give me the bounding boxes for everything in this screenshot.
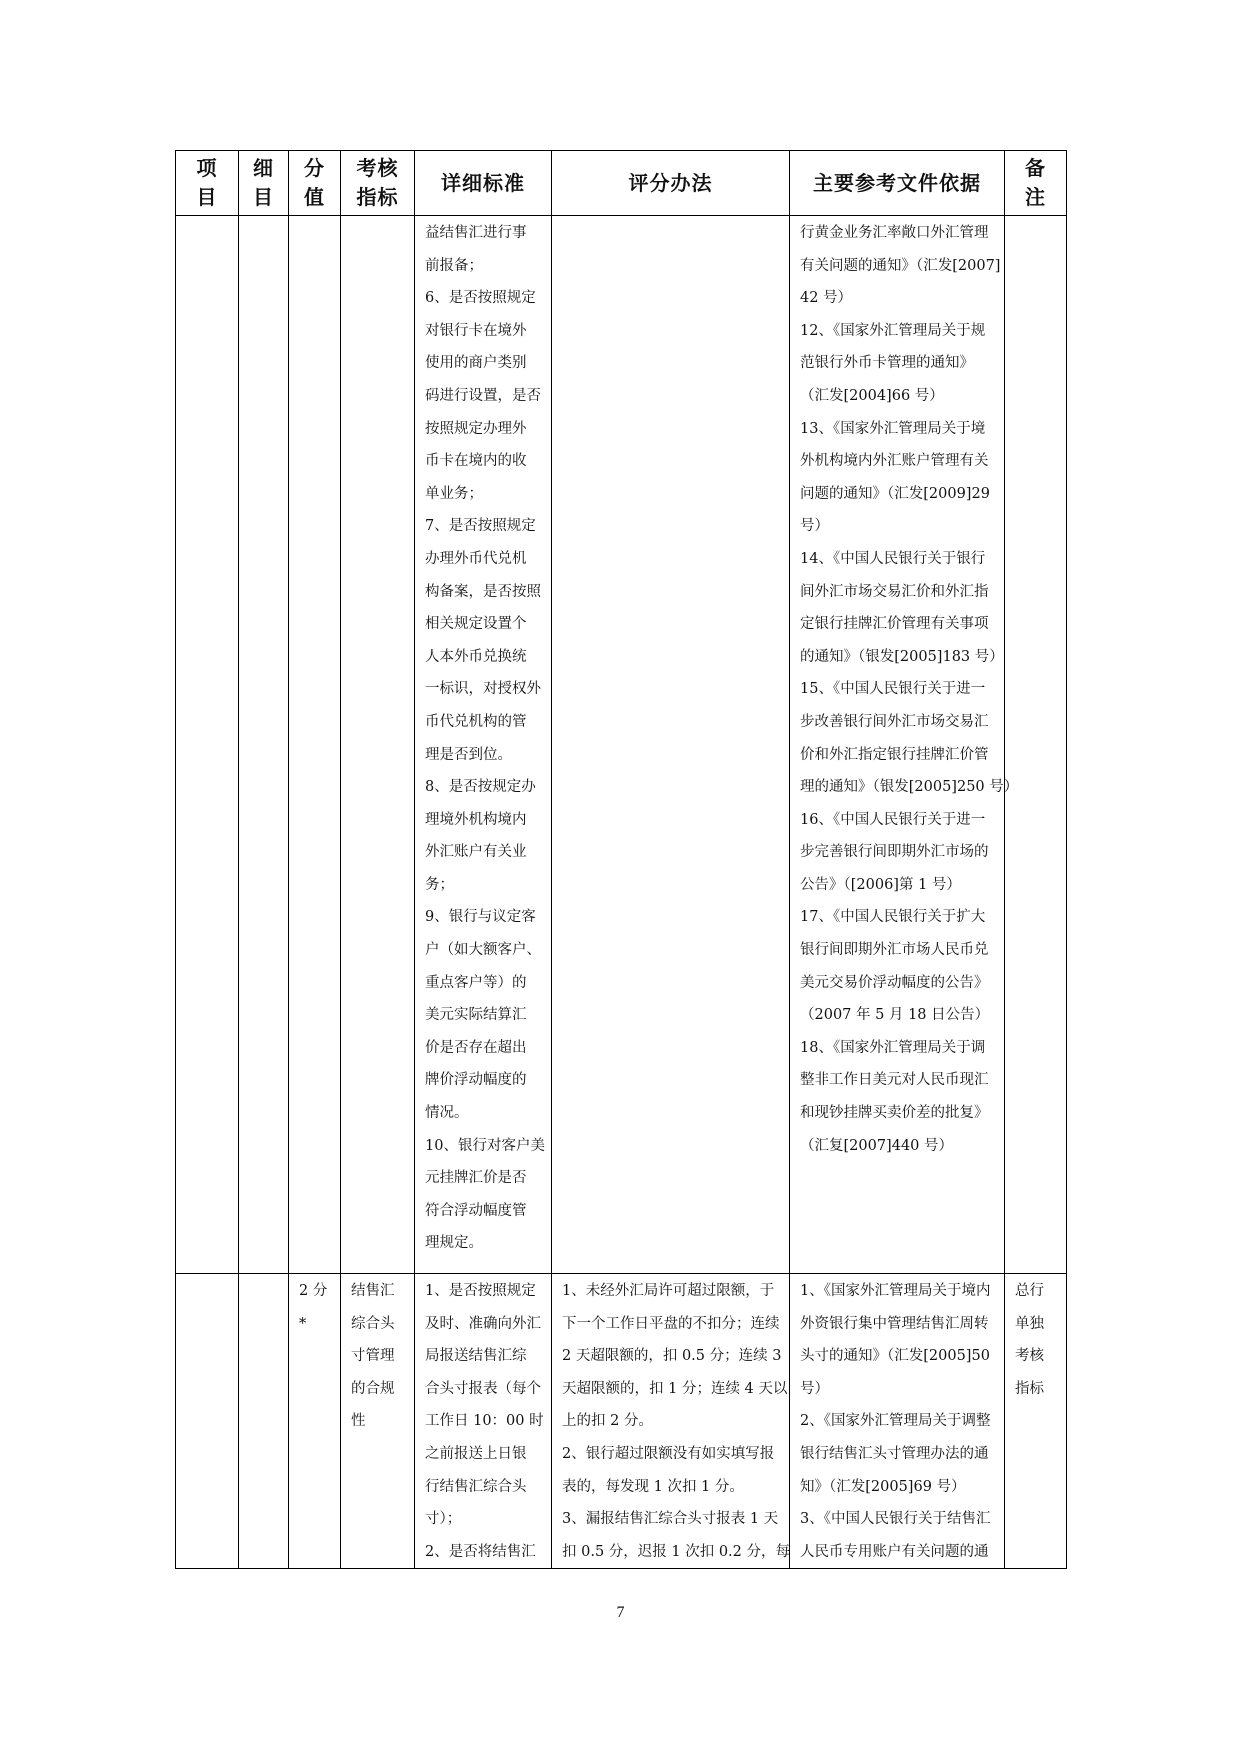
text-line: 6、是否按照规定 [425,290,536,307]
text-line: 元挂牌汇价是否 [425,1170,527,1187]
assessment-table [175,150,1067,1569]
text-line: 行结售汇综合头 [425,1478,527,1495]
text-line: 8、是否按规定办 [425,779,536,796]
header-label: 考核 指标 [356,156,399,209]
text-line: 外资银行集中管理结售汇周转 [800,1315,989,1332]
text-line: 3、漏报结售汇综合头寸报表 1 天 [562,1511,779,1528]
header-label: 分 值 [304,156,325,209]
text-line: 头寸的通知》（汇发[2005]50 [800,1348,990,1365]
text-line: 18、《国家外汇管理局关于调 [800,1039,986,1056]
text-line: 1、未经外汇局许可超过限额，于 [562,1283,775,1299]
header-standard [415,151,552,216]
text-line: 人民币专用账户有关问题的通 [800,1543,989,1560]
text-line: 指标 [1015,1380,1044,1397]
text-line: 10、银行对客户美 [425,1137,545,1154]
text-line: 币代兑机构的管 [425,713,527,730]
text-line: 的通知》（银发[2005]183 号） [800,648,1004,665]
page-number: 7 [616,1604,625,1621]
text-line: 价和外汇指定银行挂牌汇价管 [800,746,989,763]
text-line: 重点客户等）的 [425,974,527,991]
text-line: （汇发[2004]66 号） [800,387,944,404]
text-line: 单业务； [425,485,483,502]
cell-remark [1005,1274,1067,1569]
cell-standard [415,1274,552,1569]
text-line: 2、《国家外汇管理局关于调整 [800,1413,991,1430]
cell-item [176,216,239,1274]
text-line: 情况。 [425,1105,469,1122]
header-label: 主要参考文件依据 [813,170,981,195]
header-row [176,151,1067,216]
text-line: （汇复[2007]440 号） [800,1137,954,1154]
header-item [176,151,239,216]
header-label: 备 注 [1025,156,1046,209]
text-line: 按照规定办理外 [425,420,527,437]
text-line: 17、《中国人民银行关于扩大 [800,909,986,926]
header-label: 细 目 [253,156,274,209]
cell-standard [415,216,552,1274]
text-line: 2 天超限额的，扣 0.5 分；连续 3 [562,1348,782,1365]
cell-indicator [341,216,415,1274]
text-line: 号） [800,518,829,535]
text-line: 益结售汇进行事 [425,225,527,241]
text-line: 2 分 [299,1283,328,1299]
text-line: 一标识，对授权外 [425,681,541,698]
table-row [176,216,1067,1274]
text-line: 号） [800,1380,829,1397]
text-line: 寸）； [425,1511,462,1528]
text-line: 行黄金业务汇率敞口外汇管理 [800,225,989,241]
text-line: 对银行卡在境外 [425,322,527,339]
cell-score [289,216,341,1274]
text-line: 局报送结售汇综 [425,1348,527,1365]
text-line: 问题的通知》（汇发[2009]29 [800,485,990,502]
text-line: 使用的商户类别 [425,355,527,372]
text-line: 间外汇市场交易汇价和外汇指 [800,583,989,600]
text-line: 前报备； [425,257,483,274]
text-line: 15、《中国人民银行关于进一 [800,681,986,698]
text-line: 9、银行与议定客 [425,909,536,926]
text-line: 及时、准确向外汇 [425,1315,541,1332]
text-line: 表的，每发现 1 次扣 1 分。 [562,1478,744,1495]
text-line: 办理外币代兑机 [425,550,527,567]
header-references [790,151,1005,216]
text-line: 步完善银行间即期外汇市场的 [800,844,989,861]
header-remark [1005,151,1067,216]
text-line: 和现钞挂牌买卖价差的批复》 [800,1105,989,1122]
text-line: 14、《中国人民银行关于银行 [800,550,986,567]
text-line: 工作日 10：00 时 [425,1413,544,1430]
text-line: 下一个工作日平盘的不扣分；连续 [562,1315,780,1332]
text-line: 币卡在境内的收 [425,453,527,470]
text-line: 上的扣 2 分。 [562,1413,653,1430]
text-line: 天超限额的，扣 1 分；连续 4 天以 [562,1380,788,1397]
text-line: 13、《国家外汇管理局关于境 [800,420,986,437]
text-line: 扣 0.5 分，迟报 1 次扣 0.2 分，每 [562,1543,790,1560]
text-line: 牌价浮动幅度的 [425,1072,527,1089]
text-line: 外汇账户有关业 [425,844,527,861]
text-line: 外机构境内外汇账户管理有关 [800,453,989,470]
text-line: 人本外币兑换统 [425,648,527,665]
text-line: * [299,1315,307,1332]
text-line: 公告》（[2006]第 1 号） [800,876,961,893]
text-line: 合头寸报表（每个 [425,1380,541,1397]
text-line: 理规定。 [425,1235,483,1252]
text-line: 银行间即期外汇市场人民币兑 [800,942,989,959]
text-line: 总行 [1015,1283,1044,1299]
text-line: 构备案，是否按照 [425,583,541,600]
text-line: 有关问题的通知》（汇发[2007] [800,257,1001,274]
text-line: 价是否存在超出 [425,1039,527,1056]
text-line: 步改善银行间外汇市场交易汇 [800,713,989,730]
cell-references [790,216,1019,1274]
text-line: 2、是否将结售汇 [425,1543,536,1560]
text-line: （2007 年 5 月 18 日公告） [800,1007,990,1024]
text-line: 之前报送上日银 [425,1445,527,1462]
cell-subitem [239,1274,289,1569]
text-line: 务； [425,876,454,893]
cell-method [552,216,790,1274]
text-line: 12、《国家外汇管理局关于规 [800,322,986,339]
text-line: 7、是否按照规定 [425,518,536,535]
header-label: 评分办法 [628,170,713,195]
text-line: 性 [351,1413,366,1430]
header-score [289,151,341,216]
cell-method [552,1274,790,1569]
text-line: 美元交易价浮动幅度的公告》 [800,974,989,991]
cell-score [289,1274,341,1569]
text-line: 3、《中国人民银行关于结售汇 [800,1511,991,1528]
text-line: 2、银行超过限额没有如实填写报 [562,1445,775,1462]
text-line: 寸管理 [351,1348,395,1365]
header-subitem [239,151,289,216]
header-label: 详细标准 [441,170,525,195]
header-indicator [341,151,415,216]
text-line: 42 号） [800,290,853,307]
text-line: 码进行设置，是否 [425,387,541,404]
text-line: 符合浮动幅度管 [425,1202,527,1219]
cell-item [176,1274,239,1569]
text-line: 16、《中国人民银行关于进一 [800,811,986,828]
text-line: 1、《国家外汇管理局关于境内 [800,1283,991,1299]
cell-subitem [239,216,289,1274]
text-line: 相关规定设置个 [425,616,527,633]
text-line: 范银行外币卡管理的通知》 [800,355,974,372]
text-line: 结售汇 [351,1283,395,1299]
text-line: 定银行挂牌汇价管理有关事项 [800,616,989,633]
text-line: 整非工作日美元对人民币现汇 [800,1072,989,1089]
cell-indicator [341,1274,415,1569]
text-line: 理是否到位。 [425,746,512,763]
cell-remark [1005,216,1067,1274]
text-line: 考核 [1015,1348,1044,1365]
text-line: 单独 [1015,1315,1044,1332]
text-line: 综合头 [351,1315,395,1332]
text-line: 1、是否按照规定 [425,1283,536,1299]
header-method [552,151,790,216]
header-label: 项 目 [196,156,218,209]
text-line: 理境外机构境内 [425,811,527,828]
text-line: 银行结售汇头寸管理办法的通 [800,1445,989,1462]
cell-references [790,1274,1005,1569]
text-line: 理的通知》（银发[2005]250 号） [800,779,1019,796]
text-line: 知》（汇发[2005]69 号） [800,1478,966,1495]
text-line: 户（如大额客户、 [425,942,541,959]
table-row [176,1274,1067,1569]
text-line: 美元实际结算汇 [425,1007,527,1024]
text-line: 的合规 [351,1380,395,1397]
